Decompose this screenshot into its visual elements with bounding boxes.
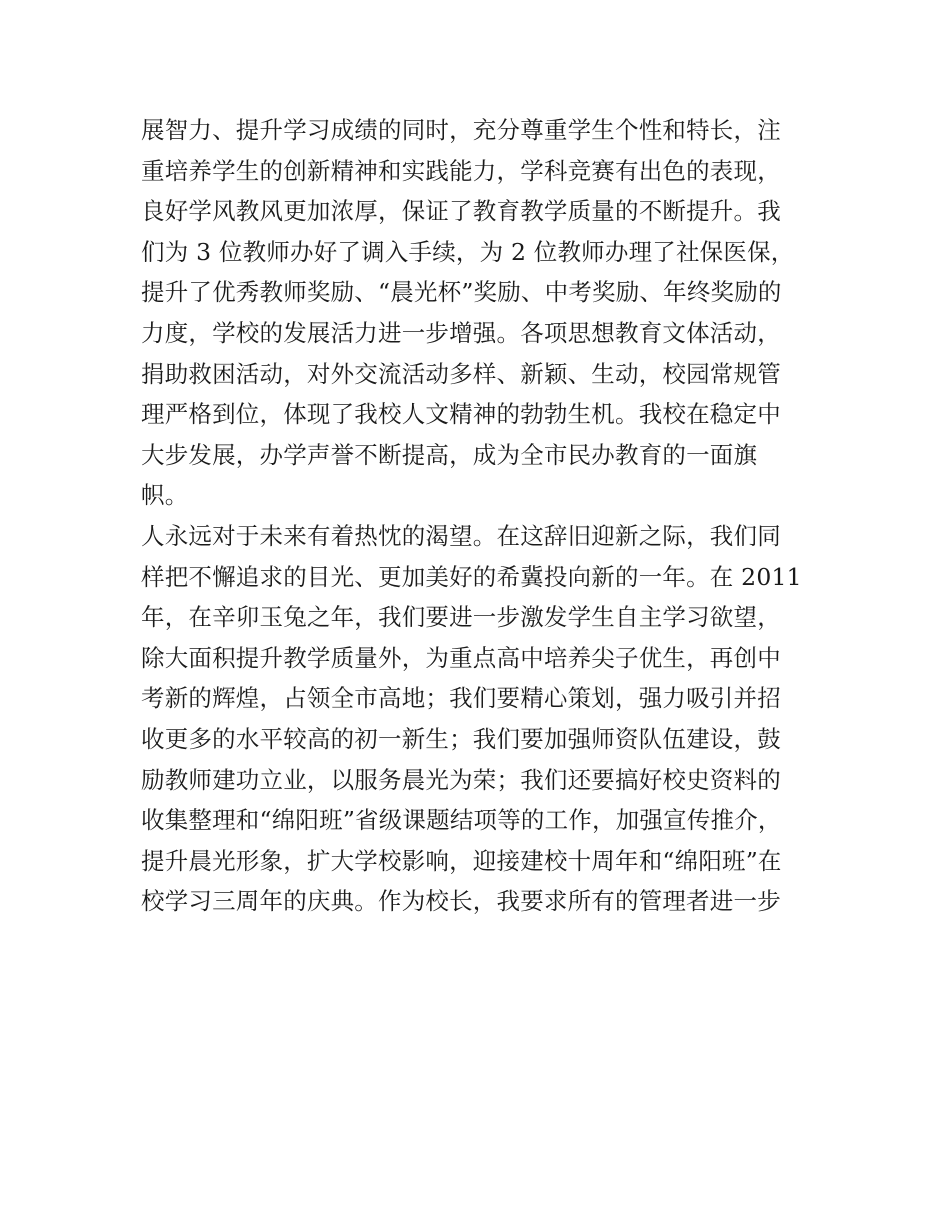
text-line: 力度，学校的发展活力进一步增强。各项思想教育文体活动， [141, 318, 781, 347]
text-line: 理严格到位，体现了我校人文精神的勃勃生机。我校在稳定中 [141, 400, 781, 429]
text-line: 展智力、提升学习成绩的同时，充分尊重学生个性和特长，注 [141, 116, 781, 144]
text-line: 励教师建功立业，以服务晨光为荣；我们还要搞好校史资料的 [141, 765, 781, 794]
text-line: 大步发展，办学声誉不断提高，成为全市民办教育的一面旗 [141, 440, 758, 469]
text-line: 们为 3 位教师办好了调入手续，为 2 位教师办理了社保医保， [141, 237, 795, 266]
text-line: 提升晨光形象，扩大学校影响，迎接建校十周年和“绵阳班”在 [141, 846, 782, 875]
text-line: 重培养学生的创新精神和实践能力，学科竞赛有出色的表现， [141, 156, 781, 185]
paragraph-2 [141, 516, 813, 922]
text-line: 校学习三周年的庆典。作为校长，我要求所有的管理者进一步 [141, 887, 781, 916]
text-line: 良好学风教风更加浓厚，保证了教育教学质量的不断提升。我 [141, 197, 781, 226]
document-body [141, 110, 813, 922]
text-line: 收更多的水平较高的初一新生；我们要加强师资队伍建设，鼓 [141, 724, 781, 753]
text-line: 捐助救困活动，对外交流活动多样、新颖、生动，校园常规管 [141, 359, 781, 388]
text-line: 样把不懈追求的目光、更加美好的希冀投向新的一年。在 2011 [141, 562, 802, 591]
text-line: 年，在辛卯玉兔之年，我们要进一步激发学生自主学习欲望， [141, 603, 781, 632]
text-line: 帜。 [141, 481, 189, 510]
text-line: 收集整理和“绵阳班”省级课题结项等的工作，加强宣传推介， [141, 806, 782, 835]
text-line: 提升了优秀教师奖励、“晨光杯”奖励、中考奖励、年终奖励的 [141, 278, 782, 307]
paragraph-1 [141, 110, 813, 516]
text-line: 考新的辉煌，占领全市高地；我们要精心策划，强力吸引并招 [141, 684, 781, 713]
text-line: 除大面积提升教学质量外，为重点高中培养尖子优生，再创中 [141, 643, 781, 672]
text-line: 人永远对于未来有着热忱的渴望。在这辞旧迎新之际，我们同 [141, 521, 781, 550]
